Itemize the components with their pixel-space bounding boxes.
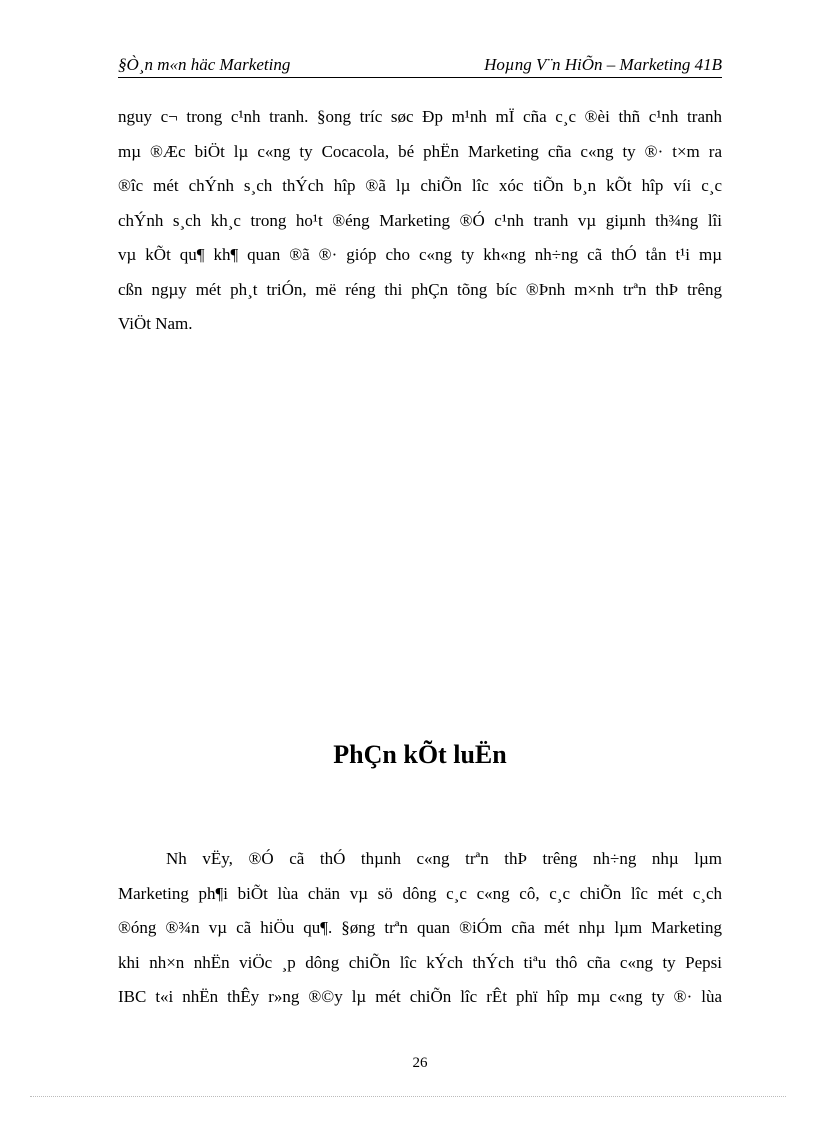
text-line: khi nh×n nhËn viÖc ¸p dông chiÕn lîc kÝch thÝch tiªu thô cña c«ng ty Pepsi	[118, 952, 722, 972]
text-line: ViÖt Nam.	[118, 314, 193, 333]
text-line: Nh vËy, ®Ó cã thÓ thµnh c«ng trªn thÞ trêng nh÷ng nhµ lµm	[166, 849, 722, 868]
header-author: Hoµng V¨n HiÕn – Marketing 41B	[484, 55, 722, 74]
paragraph-conclusion	[118, 842, 722, 1015]
paragraph-conclusion-lead	[118, 100, 722, 342]
text-line: ®óng ®¾n vµ cã hiÖu qu¶. §øng trªn quan ®iÓm cña mét nhµ lµm Marketing	[118, 918, 722, 937]
text-line: vµ kÕt qu¶ kh¶ quan ®ã ®· gióp cho c«ng ty kh«ng nh÷ng cã thÓ tån t¹i mµ	[118, 245, 722, 264]
text-line: cßn ngµy mét ph¸t triÓn, më réng thi phÇn tõng bíc ®Þnh m×nh trªn thÞ trêng	[118, 279, 722, 299]
page-bottom-divider	[30, 1096, 786, 1097]
text-line: Marketing ph¶i biÕt lùa chän vµ sö dông c¸c c«ng cô, c¸c chiÕn lîc mét c¸ch	[118, 883, 722, 903]
page-number: 26	[412, 1055, 428, 1071]
page-header	[118, 52, 722, 78]
text-line: mµ ®Æc biÖt lµ c«ng ty Cocacola, bé phËn Marketing cña c«ng ty ®· t×m ra	[118, 141, 722, 161]
header-course-title: §Ò¸n m«n häc Marketing	[118, 55, 291, 74]
section-heading: PhÇn kÕt luËn	[333, 740, 507, 769]
text-line: IBC t«i nhËn thÊy r»ng ®©y lµ mét chiÕn lîc rÊt phï hîp mµ c«ng ty ®· lùa	[118, 987, 722, 1006]
text-line: nguy c¬ trong c¹nh tranh. §ong tríc søc Ðp m¹nh mÏ cña c¸c ®èi thñ c¹nh tranh	[118, 107, 722, 126]
text-line: ®îc mét chÝnh s¸ch thÝch hîp ®ã lµ chiÕn lîc xóc tiÕn b¸n kÕt hîp víi c¸c	[118, 176, 722, 195]
text-line: chÝnh s¸ch kh¸c trong ho¹t ®éng Marketing ®Ó c¹nh tranh vµ giµnh th¾ng lîi	[118, 210, 722, 230]
